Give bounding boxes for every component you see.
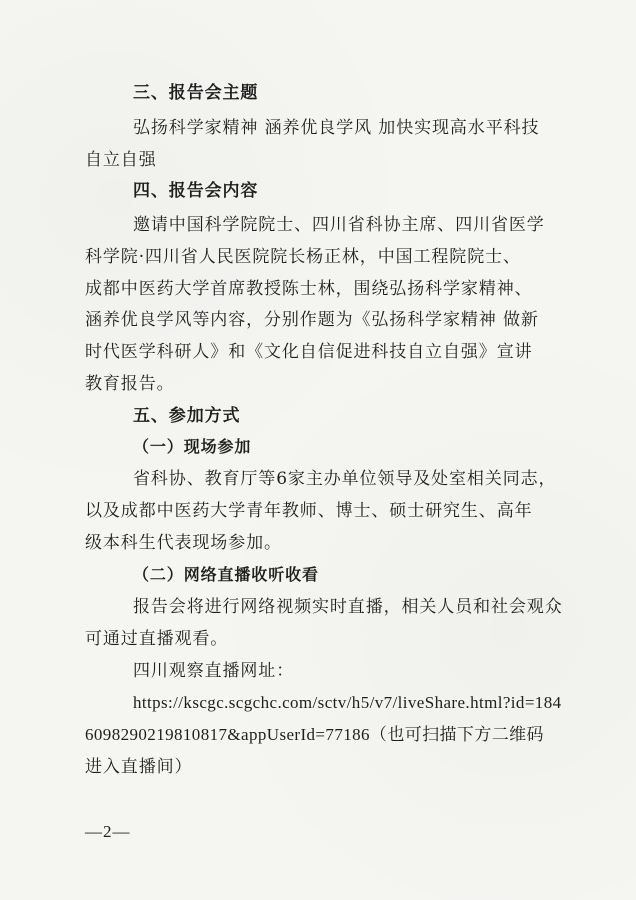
live-url-line-1: https://kscgc.scgchc.com/sctv/h5/v7/liveShare.html?id=184 — [133, 693, 562, 712]
subheading-onsite: （一）现场参加 — [133, 437, 252, 456]
onsite-line-2: 以及成都中医药大学青年教师、博士、硕士研究生、高年 — [85, 501, 533, 521]
theme-line-2: 自立自强 — [85, 150, 157, 170]
section-heading-content: 四、报告会内容 — [133, 181, 259, 201]
subheading-online: （二）网络直播收听收看 — [133, 565, 319, 584]
onsite-line-1: 省科协、教育厅等6家主办单位领导及处室相关同志， — [133, 469, 557, 489]
online-line-2: 可通过直播观看。 — [85, 629, 229, 649]
theme-line-1: 弘扬科学家精神 涵养优良学风 加快实现高水平科技 — [133, 118, 540, 138]
content-line-2: 科学院·四川省人民医院院长杨正林，中国工程院院士、 — [85, 247, 521, 267]
onsite-line-3: 级本科生代表现场参加。 — [85, 533, 282, 553]
section-heading-participation: 五、参加方式 — [133, 406, 241, 426]
content-line-1: 邀请中国科学院院士、四川省科协主席、四川省医学 — [133, 215, 545, 235]
online-line-1: 报告会将进行网络视频实时直播，相关人员和社会观众 — [133, 597, 563, 617]
content-line-5: 时代医学科研人》和《文化自信促进科技自立自强》宣讲 — [85, 342, 533, 362]
live-url-line-2: 6098290219810817&appUserId=77186（也可扫描下方二维码 — [85, 725, 544, 744]
section-heading-theme: 三、报告会主题 — [133, 83, 259, 103]
content-line-6: 教育报告。 — [85, 374, 175, 394]
content-line-4: 涵养优良学风等内容，分别作题为《弘扬科学家精神 做新 — [85, 310, 539, 330]
live-url-label: 四川观察直播网址： — [133, 661, 295, 681]
live-url-line-3: 进入直播间） — [85, 757, 193, 777]
page-number: —2— — [85, 822, 131, 841]
content-line-3: 成都中医药大学首席教授陈士林，围绕弘扬科学家精神、 — [85, 279, 533, 299]
